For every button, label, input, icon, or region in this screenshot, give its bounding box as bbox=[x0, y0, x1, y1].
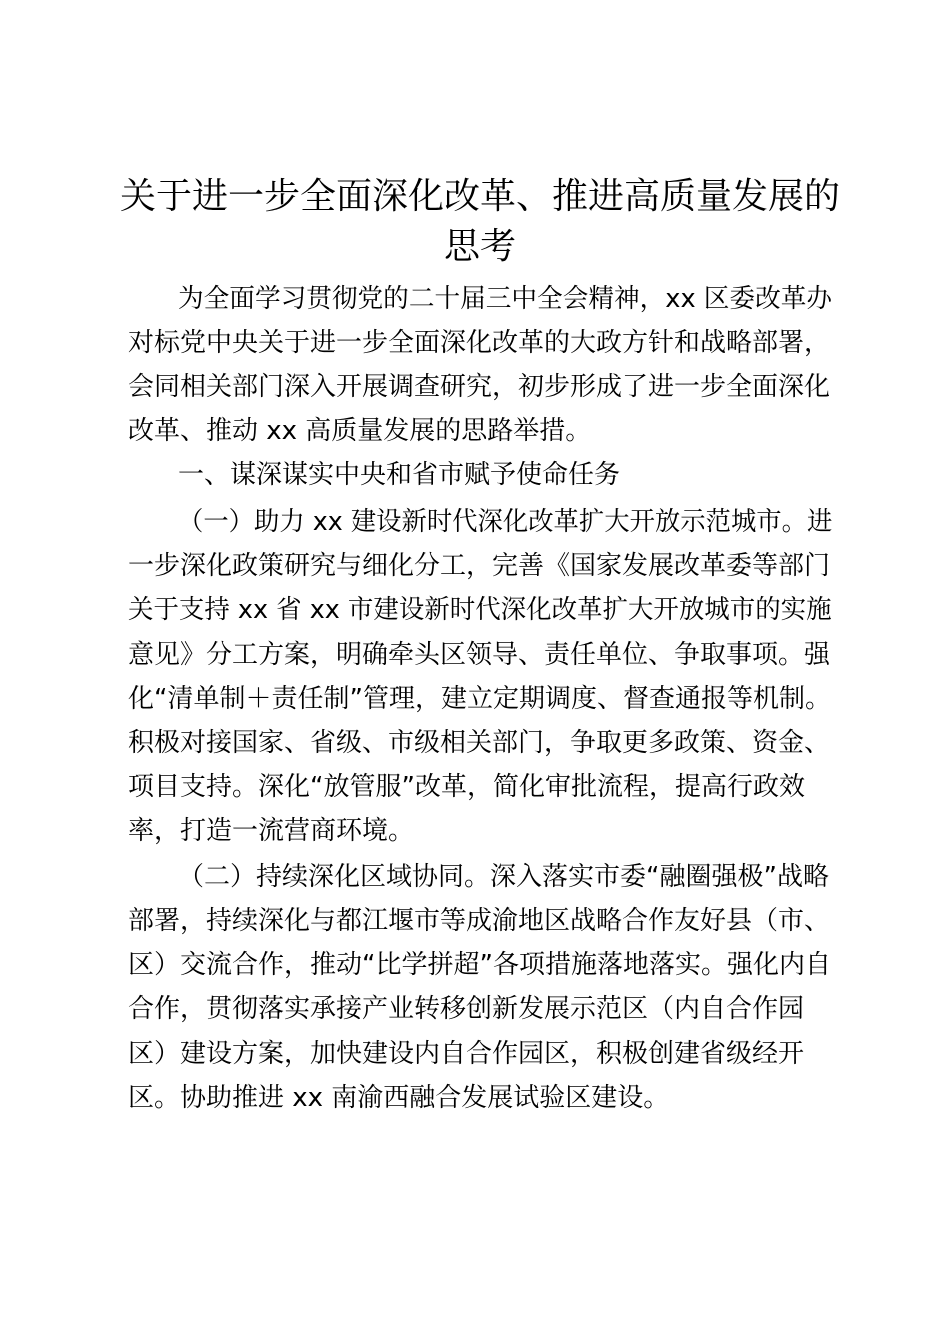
subsection-1-line: 项目支持。深化“放管服”改革，简化审批流程，提高行政效 bbox=[128, 772, 805, 802]
document-title-line-2: 思考 bbox=[443, 226, 516, 267]
section-heading: 一、谋深谋实中央和省市赋予使命任务 bbox=[178, 460, 621, 490]
subsection-2-line: 区）交流合作，推动“比学拼超”各项措施落地落实。强化内自 bbox=[128, 950, 831, 980]
subsection-2-line: 区）建设方案，加快建设内自合作园区，积极创建省级经开 bbox=[128, 1039, 805, 1069]
subsection-1-line: 率，打造一流营商环境。 bbox=[128, 816, 415, 846]
subsection-2-line: 合作，贯彻落实承接产业转移创新发展示范区（内自合作园 bbox=[128, 994, 805, 1024]
subsection-1-line: 化“清单制＋责任制”管理，建立定期调度、督查通报等机制。 bbox=[128, 684, 831, 714]
paragraph-intro-line: 对标党中央关于进一步全面深化改革的大政方针和战略部署， bbox=[128, 328, 831, 358]
paragraph-intro-line: 改革、推动 xx 高质量发展的思路举措。 bbox=[128, 416, 592, 446]
subsection-2-line: （二）持续深化区域协同。深入落实市委“融圈强极”战略 bbox=[178, 862, 829, 892]
paragraph-intro-line: 为全面学习贯彻党的二十届三中全会精神，xx 区委改革办 bbox=[178, 284, 833, 314]
document-title-line-1: 关于进一步全面深化改革、推进高质量发展的 bbox=[119, 176, 840, 217]
paragraph-intro-line: 会同相关部门深入开展调查研究，初步形成了进一步全面深化 bbox=[128, 372, 831, 402]
subsection-1-line: 积极对接国家、省级、市级相关部门，争取更多政策、资金、 bbox=[128, 728, 831, 758]
subsection-1-line: 关于支持 xx 省 xx 市建设新时代深化改革扩大开放城市的实施 bbox=[128, 595, 832, 625]
subsection-1-line: （一）助力 xx 建设新时代深化改革扩大开放示范城市。进 bbox=[178, 507, 833, 537]
subsection-2-line: 部署，持续深化与都江堰市等成渝地区战略合作友好县（市、 bbox=[128, 906, 831, 936]
subsection-1-line: 一步深化政策研究与细化分工，完善《国家发展改革委等部门 bbox=[128, 551, 831, 581]
subsection-2-line: 区。协助推进 xx 南渝西融合发展试验区建设。 bbox=[128, 1083, 670, 1113]
subsection-1-line: 意见》分工方案，明确牵头区领导、责任单位、争取事项。强 bbox=[128, 640, 831, 670]
